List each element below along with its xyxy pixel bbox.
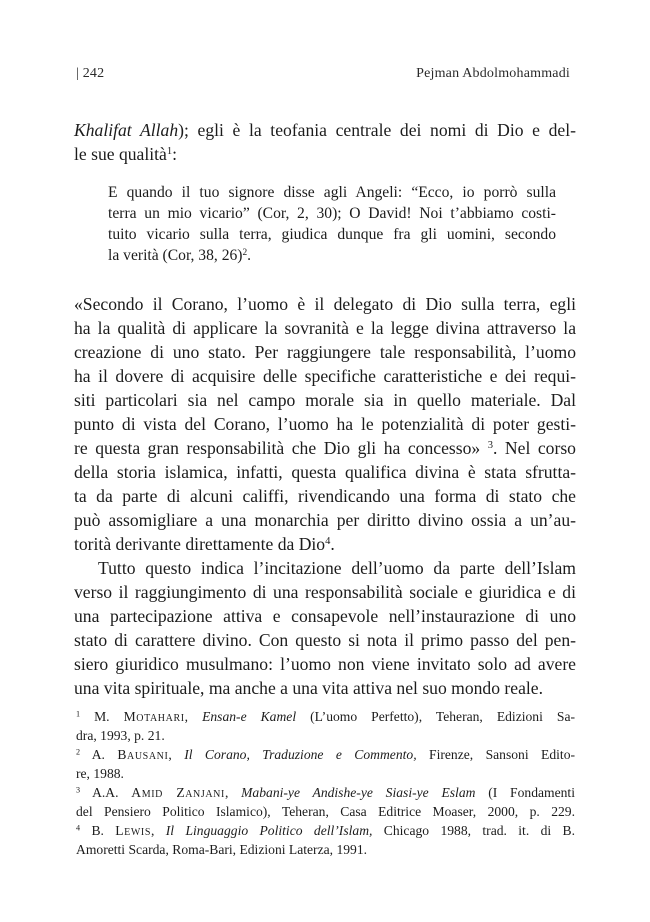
paragraph-line: siero giuridico musulmano: l’uomo non viene invitato solo ad avere — [74, 654, 576, 674]
paragraph-line: può assomigliare a una monarchia per diritto divino ossia a un’au- — [74, 510, 576, 530]
footnote-2: $^2$ A. Bausani, Il Corano, Traduzione e Commento, Firenze, Sansoni Edito- — [76, 747, 576, 762]
paragraph-line: creazione di uno stato. Per raggiungere tale responsabilità, l’uomo — [74, 342, 576, 362]
paragraph-line: una partecipazione attiva e consapevole nell’instaurazione di uno — [74, 606, 576, 626]
paragraph-line: siti particolari sia nel campo morale sia in quello materiale. Dal — [74, 390, 576, 410]
paragraph-line: punto di vista del Corano, l’uomo ha le potenzialità di poter gesti- — [74, 414, 576, 434]
paragraph-line: stato di carattere divino. Con questo si nota il primo passo del pen- — [74, 630, 576, 650]
footnote-3: $^3$ A.A. Amid Zanjani, Mabani-ye Andishe-ye Siasi-ye Eslam (I Fondamenti — [76, 785, 575, 800]
paragraph-line: verso il raggiungimento di una responsabilità sociale e giuridica e di — [74, 582, 576, 602]
page-number: | 242 — [76, 66, 105, 81]
running-header-author: Pejman Abdolmohammadi — [416, 66, 570, 81]
footnote-ref: 3 — [487, 440, 493, 452]
paragraph-line: ha la qualità di applicare la sovranità e la legge divina attraverso la — [74, 318, 576, 338]
footnote-4-cont: Amoretti Scarda, Roma-Bari, Edizioni Laterza, 1991. — [76, 842, 368, 857]
paragraph-line: Tutto questo indica l’incitazione dell’uomo da parte dell’Islam — [98, 558, 576, 578]
footnote-ref: 4 — [325, 536, 331, 548]
paragraph-line: ta da parte di alcuni califfi, rivendicando una forma di stato che — [74, 486, 576, 506]
footnote-4: $^4$ B. Lewis, Il Linguaggio Politico dell’Islam, Chicago 1988, trad. it. di B. — [76, 823, 575, 838]
paragraph-line: torità derivante direttamente da Dio$^4$. — [74, 534, 335, 554]
quote-line: la verità (Cor, 38, 26)$^2$. — [108, 247, 252, 264]
footnote-ref: 2 — [242, 247, 248, 258]
paragraph-line: ha il dovere di acquisire delle specifiche caratteristiche e dei requi- — [74, 366, 576, 386]
quote-line: E quando il tuo signore disse agli Angeli: “Ecco, io porrò sulla — [108, 184, 556, 201]
quote-line: tuito vicario sulla terra, giudica dunque fra gli uomini, secondo — [108, 226, 556, 243]
intro-line-2: le sue qualità$^1$: — [74, 144, 177, 164]
footnote-ref: 1 — [166, 146, 173, 158]
paragraph-line: della storia islamica, infatti, questa qualifica divina è stata sfrutta- — [74, 462, 576, 482]
quote-line: terra un mio vicario” (Cor, 2, 30); O David! Noi t’abbiamo costi- — [108, 205, 556, 222]
paragraph-line: una vita spirituale, ma anche a una vita attiva nel suo mondo reale. — [74, 678, 544, 698]
footnote-2-cont: re, 1988. — [76, 766, 124, 781]
intro-line-1: Khalifat Allah); egli è la teofania centrale dei nomi di Dio e del- — [74, 120, 576, 140]
italic-term: Khalifat Allah — [74, 120, 179, 140]
footnote-3-cont: del Pensiero Politico Islamico), Teheran, Casa Editrice Moaser, 2000, p. 229. — [76, 804, 575, 819]
paragraph-line: «Secondo il Corano, l’uomo è il delegato di Dio sulla terra, egli — [74, 294, 576, 314]
paragraph-line: re questa gran responsabilità che Dio gli ha concesso» $^3$. Nel corso — [74, 438, 576, 458]
footnote-1-cont: dra, 1993, p. 21. — [76, 728, 165, 743]
footnote-1: $^1$ M. Motahari, Ensan-e Kamel (L’uomo Perfetto), Teheran, Edizioni Sa- — [76, 709, 575, 724]
